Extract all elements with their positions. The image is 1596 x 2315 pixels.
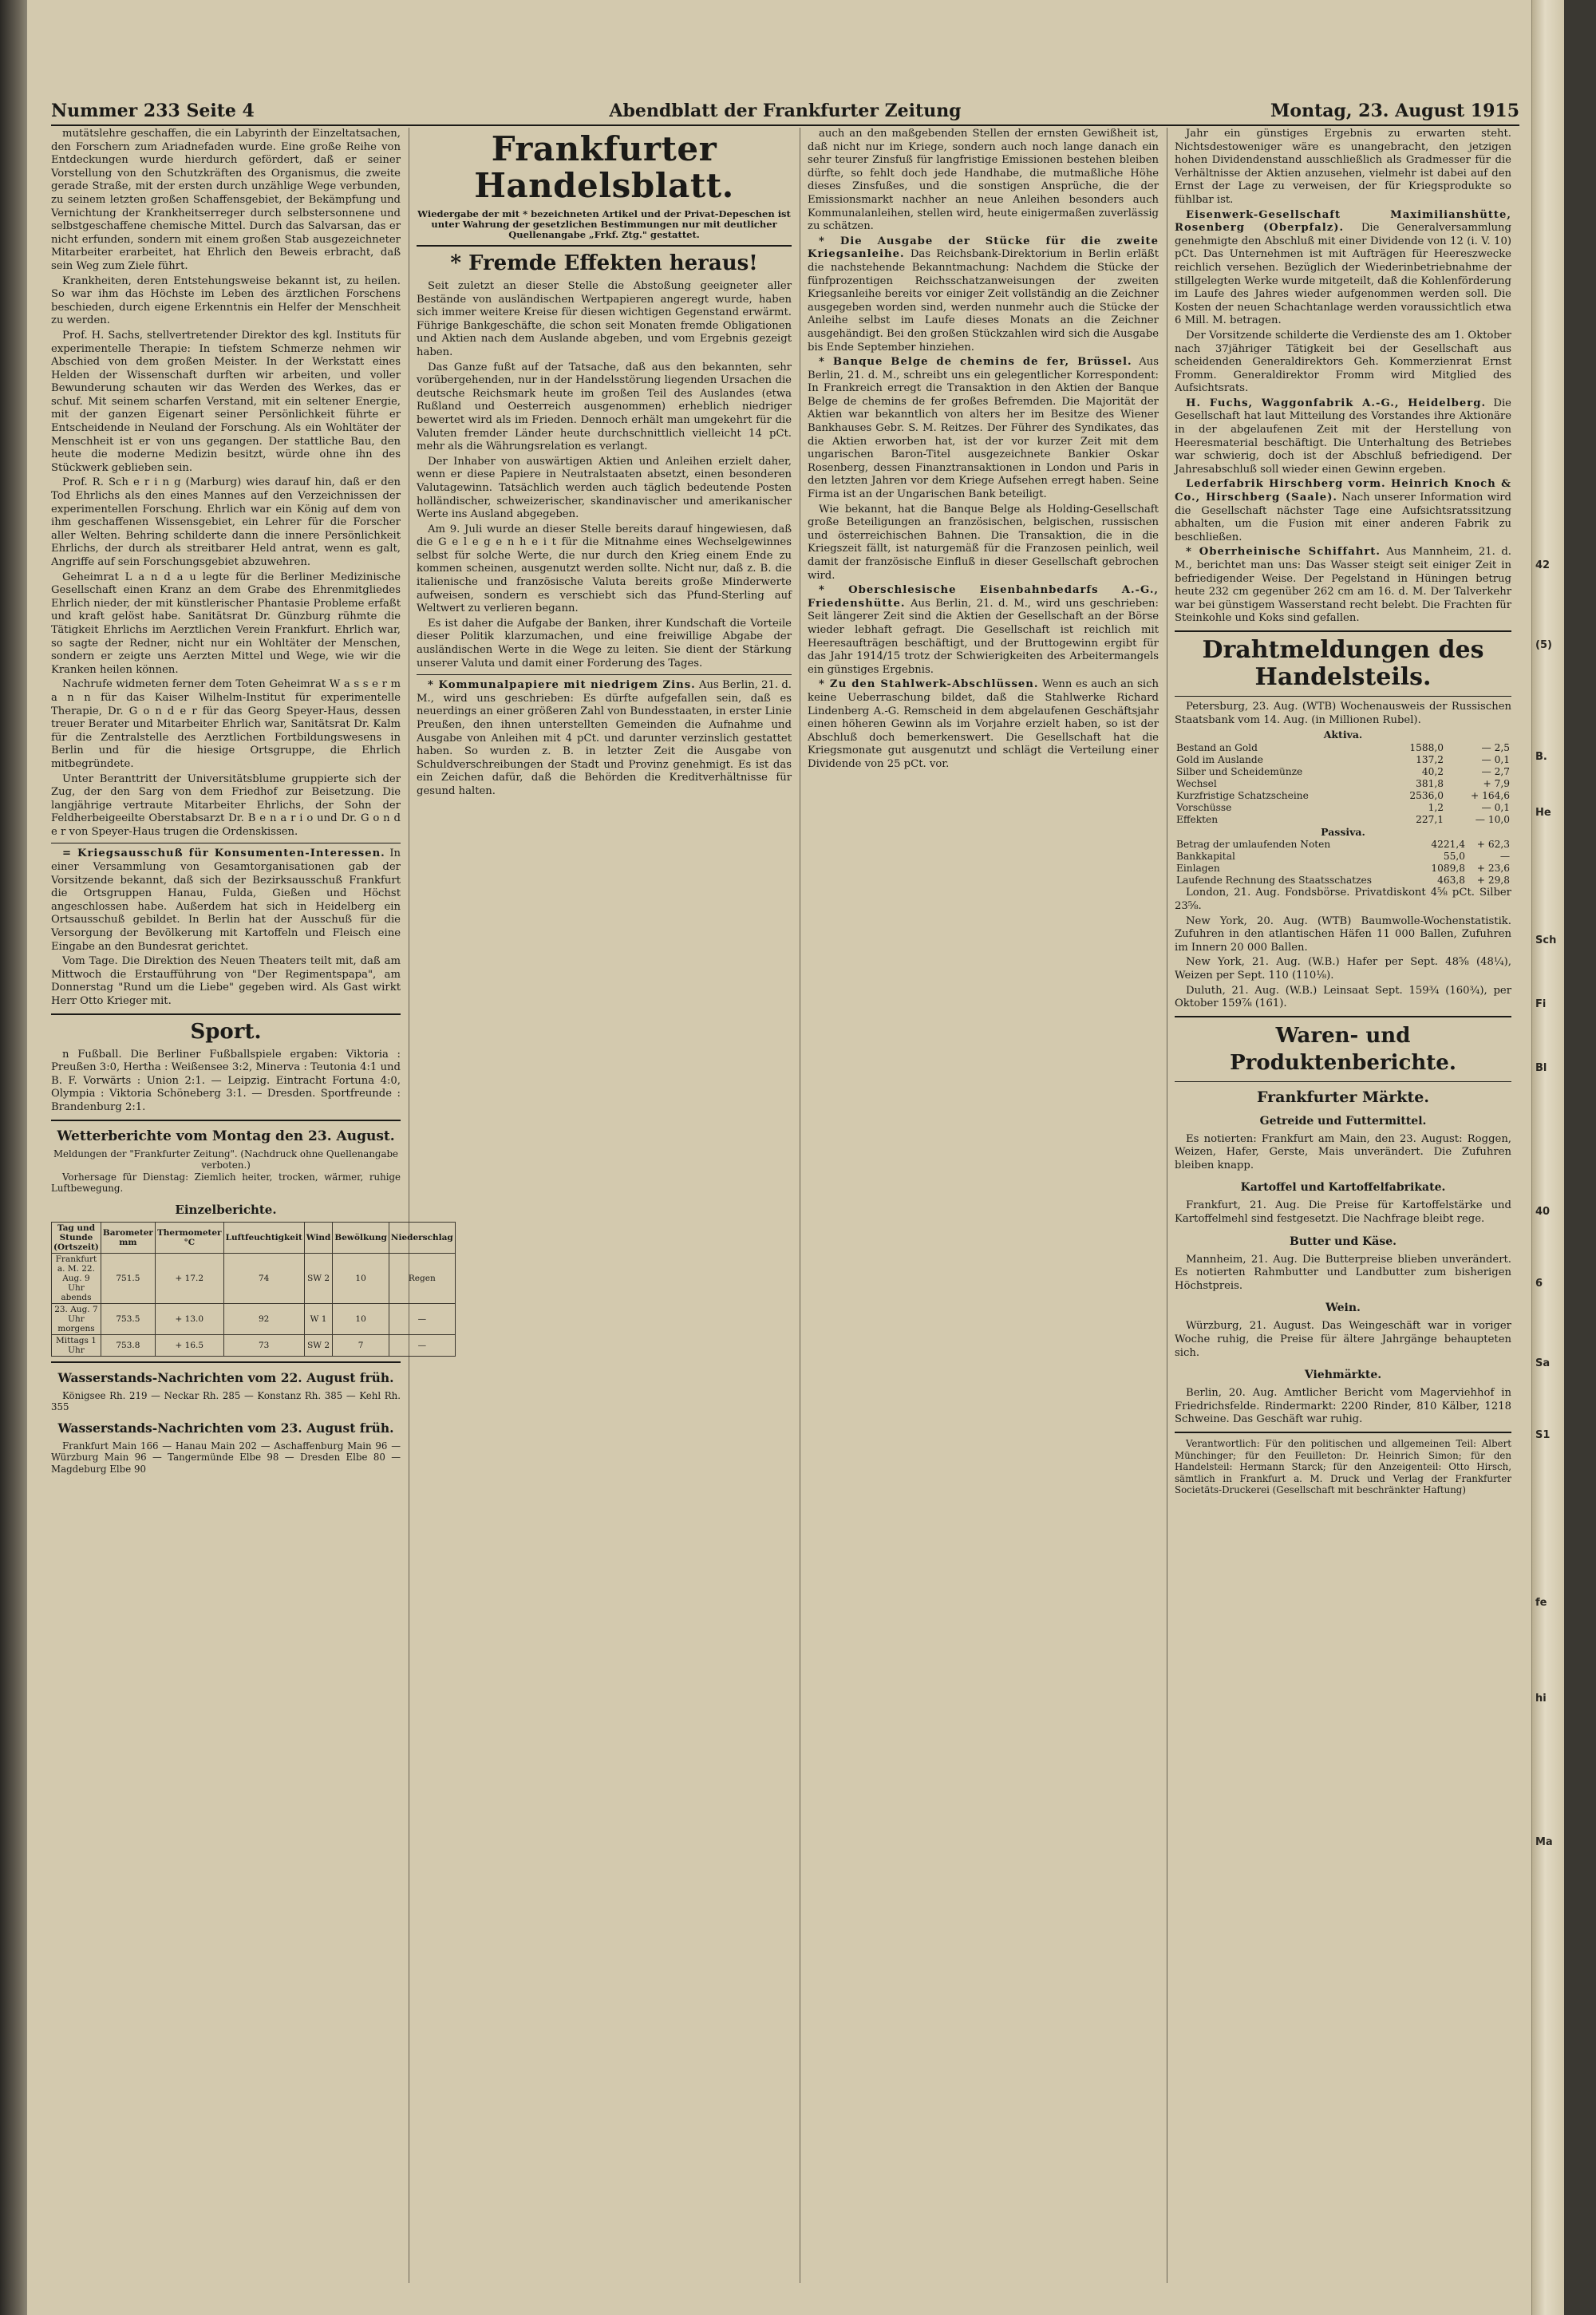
market-subheading: Viehmärkte. [1304, 1369, 1382, 1382]
article-paragraph: Es ist daher die Aufgabe der Banken, ihrer Kundschaft die Vorteile dieser Politik klarzumachen, und eine freiwillige Abgabe der ausländischen Werte in die Wege zu leiten. Sie dient der Stärkung unserer Valuta und damit einer Forderung des Tages. [417, 617, 792, 670]
table-row [52, 1334, 456, 1356]
table-cell: 463,8 [1437, 875, 1465, 887]
edge-fragment: fe [1535, 1597, 1547, 1609]
table-row [1175, 766, 1511, 778]
table-cell: 7 [333, 1334, 389, 1356]
article-paragraph: New York, 21. Aug. (W.B.) Hafer per Sept. 48⅝ (48¼), Weizen per Sept. 110 (110⅛). [1175, 956, 1511, 982]
article-heading: Eisenwerk-Gesellschaft Maximilianshütte, Rosenberg (Oberpfalz). [1175, 208, 1511, 235]
table-cell: — 10,0 [1475, 813, 1510, 825]
divider [51, 1120, 401, 1121]
table-cell: Silber und Scheidemünze [1176, 765, 1303, 777]
table-cell: Betrag der umlaufenden Noten [1176, 839, 1331, 851]
table-cell: 55,0 [1443, 851, 1465, 863]
table-cell: 92 [223, 1303, 304, 1334]
article-paragraph: Nachrufe widmeten ferner dem Toten Geheimrat W a s s e r m a n n für das Kaiser Wilhelm-Institut für experimentelle Therapie, Dr. G o n d e r für das Georg Speyer-Haus, dessen treuer Berater und Mitarbeiter Ehrlich war, Sanitätsrat Dr. Kalm für die Zentralstelle des Aerztlichen Fortbildungswesens in Berlin und für die hiesige Ortsgruppe, die Ehrlich mitbegründete. [51, 678, 401, 770]
article-paragraph [808, 584, 1159, 677]
table-cell: W 1 [304, 1303, 333, 1334]
market-heading: Frankfurter Märkte. [1257, 1088, 1429, 1106]
water-heading: Wasserstands-Nachrichten vom 23. August früh. [57, 1420, 394, 1436]
newspaper-page [27, 0, 1564, 2315]
article-paragraph: Am 9. Juli wurde an dieser Stelle bereits darauf hingewiesen, daß die G e l e g e n h e i t für die Mitnahme eines Wechselgewinnes selbst für solche Werte, die nur durch den Krieg einem Ende zu kommen scheinen, ausgenutzt werden sollte. Nicht nur, daß z. B. die italienische und französische Valuta bereits große Minderwerte aufweisen, sondern es verschiebt sich das Pfund-Sterling auf Weltwert zu verlieren begann. [417, 523, 792, 615]
table-cell: 23. Aug. 7 Uhr morgens [52, 1303, 101, 1334]
article-heading: * Zu den Stahlwerk-Abschlüssen. [819, 678, 1039, 691]
table-cell: + 13.0 [155, 1303, 223, 1334]
table-cell: 1089,8 [1431, 863, 1465, 875]
table-cell: Kurzfristige Schatzscheine [1176, 789, 1309, 801]
article-text: Die Generalversammlung genehmigte den Abschluß mit einer Dividende von 12 (i. V. 10) pCt. Das Unternehmen ist mit Aufträgen für Heereszwecke reichlich versehen. Bezüglich der Wiederinbetriebnahme der stillgelegten Werke wurde mitgeteilt, daß die Kohlenförderung im Laufe des Jahres wieder aufgenommen werden soll. Die Kosten der neuen Schachtanlage werden voraussichtlich etwa 6 Mill. M. betragen. [1175, 222, 1511, 327]
article-heading: H. Fuchs, Waggonfabrik A.-G., Heidelberg. [1186, 397, 1487, 409]
article-text: Nach unserer Information wird die Gesellschaft nächster Tage eine Aufsichtsratssitzung abhalten, um die Fusion mit einer anderen Fabrik zu beschließen. [1175, 492, 1511, 543]
article-text: Aus Berlin, 21. d. M., wird uns geschrieben: Seit längerer Zeit sind die Aktien der Gesellschaft an der Börse wieder lebhaft gefragt. Die Gesellschaft ist reichlich mit Heeresaufträgen beschäftigt, und der Bruttogewinn ergibt für das Jahr 1914/15 trotz der Schwierigkeiten des Arbeitermangels ein günstiges Ergebnis. [808, 597, 1159, 676]
issue-date: Montag, 23. August 1915 [1270, 101, 1519, 121]
weather-table [51, 1222, 456, 1357]
weather-subheading: Meldungen der "Frankfurter Zeitung". (Nachdruck ohne Quellenangabe verboten.) [53, 1148, 399, 1171]
table-cell: — 0,1 [1481, 753, 1510, 765]
article-paragraph [1175, 209, 1511, 328]
table-cell: Frankfurt a. M. 22. Aug. 9 Uhr abends [52, 1253, 101, 1303]
weather-heading: Wetterberichte vom Montag den 23. August. [57, 1128, 395, 1144]
article-paragraph: Krankheiten, deren Entstehungsweise bekannt ist, zu heilen. So war ihm das Höchste im Leben des ärztlichen Forschens beschieden, durch eigene Erkenntnis ein Helfer der Menschheit zu werden. [51, 275, 401, 327]
edge-fragment: Sch [1535, 934, 1557, 946]
table-row [1175, 778, 1511, 790]
article-text: Aus Berlin, 21. d. M., schreibt uns ein gelegentlicher Korrespondent: In Frankreich erregt die Transaktion in den Aktien der Banque Belge de chemins de fer großes Befremden. Die Majorität der Aktien war bekanntlich von alters her im Besitze des Wiener Bankhauses Gebr. S. M. Reitzes. Der Führer des Syndikates, das die Aktien erworben hat, ist der vor kurzer Zeit mit dem ungarischen Baron-Titel ausgezeichnete Bankier Oskar Rosenberg, dessen Finanztransaktionen in London und Paris in den letzten Jahren vor dem Kriege Aufsehen erregt haben. Seine Firma ist an der Ungarischen Bank beteiligt. [808, 356, 1159, 501]
article-paragraph: Der Inhaber von auswärtigen Aktien und Anleihen erzielt daher, wenn er diese Papiere in Neutralstaaten absetzt, einen besonderen Valutagewinn. Tatsächlich werden auch täglich bedeutende Posten holländischer, schweizerischer, skandinavischer und amerikanischer Werte ins Ausland abgegeben. [417, 455, 792, 521]
newspaper-title: Abendblatt der Frankfurter Zeitung [609, 101, 962, 121]
table-cell: Mittags 1 Uhr [52, 1334, 101, 1356]
article-paragraph [1175, 397, 1511, 477]
bank-return-table [1175, 839, 1511, 887]
article-paragraph: Unter Beranttritt der Universitätsblume gruppierte sich der Zug, der den Sarg von dem Friedhof zur Beisetzung. Die langjährige vertraute Mitarbeiter Ehrlichs, der Sohn der Feldherbeigeeilte Oberstabsarzt Dr. B e n a r i o und Dr. G o n d e r von Speyer-Haus trugen die Ordenskissen. [51, 772, 401, 838]
market-subheading: Wein. [1325, 1302, 1361, 1315]
table-cell: — 2,5 [1481, 741, 1510, 753]
notice-title: = Kriegsausschuß für Konsumenten-Interessen. [62, 847, 385, 860]
article-paragraph [1175, 478, 1511, 544]
market-subheading: Getreide und Futtermittel. [1259, 1114, 1427, 1128]
article-paragraph [808, 678, 1159, 771]
table-row [1175, 742, 1511, 754]
weather-table-header: Luftfeuchtigkeit [223, 1222, 304, 1253]
edge-fragment: S1 [1535, 1429, 1551, 1441]
weather-table-header: Bewölkung [333, 1222, 389, 1253]
table-cell: 137,2 [1416, 753, 1444, 765]
table-cell: + 17.2 [155, 1253, 223, 1303]
adjacent-page-edge [1531, 0, 1564, 2315]
divider [1175, 1016, 1511, 1017]
weather-table-header: Wind [304, 1222, 333, 1253]
imprint-footer: Verantwortlich: Für den politischen und allgemeinen Teil: Albert Münchinger; für den Feuilleton: Dr. Heinrich Simon; für den Handelsteil: Hermann Starck; für den Anzeigenteil: Otto Hirsch, sämtlich in Frankfurt a. M. Druck und Verlag der Frankfurter Societäts-Druckerei (Gesellschaft mit beschränkter Haftung) [1175, 1438, 1511, 1495]
article-paragraph: Das Ganze fußt auf der Tatsache, daß aus den bekannten, sehr vorübergehenden, nur in der Handelsstörung liegenden Ursachen die deutsche Reichsmark heute im großen Teil des Auslandes (etwa Rußland und Oesterreich ausgenommen) erheblich niedriger bewertet wird als im Frieden. Dennoch erhält man umgekehrt für die Valuten fremder Länder heute durchschnittlich vielleicht 14 pCt. mehr als die Währungsrelation es verlangt. [417, 361, 792, 453]
table-cell: + 16.5 [155, 1334, 223, 1356]
edge-fragment: 40 [1535, 1206, 1551, 1218]
notice-paragraph [51, 847, 401, 954]
divider [51, 1361, 401, 1363]
table-row [1175, 790, 1511, 802]
table-cell: SW 2 [304, 1253, 333, 1303]
article-text: Aus Mannheim, 21. d. M., berichtet man uns: Das Wasser steigt seit einiger Zeit in befriedigender Weise. Der Pegelstand in Hüningen betrug heute 232 cm gegenüber 262 cm am 16. d. M. Der Talverkehr war bei günstigem Wasserstand recht belebt. Die Frachten für Steinkohle und Koks sind gefallen. [1175, 546, 1511, 625]
column-1 [51, 128, 453, 2283]
market-subheading: Butter und Käse. [1289, 1235, 1397, 1248]
section-title: Frankfurter Handelsblatt. [474, 129, 734, 205]
table-cell: 751.5 [101, 1253, 155, 1303]
article-paragraph: Es notierten: Frankfurt am Main, den 23. August: Roggen, Weizen, Hafer, Gerste, Mais unverändert. Die Zufuhren bleiben knapp. [1175, 1132, 1511, 1171]
table-cell: Regen [389, 1253, 455, 1303]
article-text: Das Reichsbank-Direktorium in Berlin erläßt die nachstehende Bekanntmachung: Nachdem die Stücke der fünfprozentigen Reichsschatzanweisungen der zweiten Kriegsanleihe bereits vor einiger Zeit vollständig an die Zeichner ausgegeben worden sind, werden nunmehr auch die Stücke der Anleihe selbst im Laufe dieses Monats an die Zeichner ausgehändigt. Bei den großen Stückzahlen wird sich die Ausgabe bis Ende September hinziehen. [808, 248, 1159, 354]
column-4 [1175, 128, 1511, 2283]
column-2 [417, 128, 792, 2283]
edge-fragment: 42 [1535, 559, 1551, 571]
article-paragraph: Prof. R. Sch e r i n g (Marburg) wies darauf hin, daß er den Tod Ehrlichs als den eines Mannes auf den Verzeichnissen der experimentellen Forschung. Ehrlich war ein König auf dem von ihm geschaffenen Wissensgebiet, ein Lehrer für die Forscher aller Welten. Behring schilderte dann die innere Persönlichkeit Ehrlichs, der durch als streitbarer Held antrat, wenn es galt, Angriffe auf sein Forschungsgebiet abzuwehren. [51, 476, 401, 568]
edge-fragment: Fi [1535, 998, 1547, 1010]
edge-fragment: He [1535, 807, 1551, 819]
weather-table-header: Barometer mm [101, 1222, 155, 1253]
edge-fragment: Bl [1535, 1062, 1547, 1074]
water-heading: Wasserstands-Nachrichten vom 22. August früh. [57, 1369, 394, 1385]
table-cell: — [389, 1334, 455, 1356]
article-text: Die Gesellschaft hat laut Mitteilung des Vorstandes ihre Aktionäre in der abgelaufenen Zeit mit der Herstellung von Heeresmaterial beschäftigt. Die Unterhaltung des Betriebes war schwierig, doch ist der Abschluß befriedigend. Der Jahresabschluß soll wieder einen Gewinn ergeben. [1175, 397, 1511, 476]
article-heading: * Fremde Effekten heraus! [450, 251, 758, 275]
page-number: Nummer 233 Seite 4 [51, 101, 255, 121]
theater-paragraph: Vom Tage. Die Direktion des Neuen Theaters teilt mit, daß am Mittwoch die Erstaufführung von "Der Regimentspapa", am Donnerstag "Rund um die Liebe" gegeben wird. Als Gast wirkt Herr Otto Krieger mit. [51, 955, 401, 1007]
divider [1175, 1081, 1511, 1082]
sport-heading: Sport. [190, 1019, 262, 1044]
table-row [52, 1303, 456, 1334]
table-cell: 10 [333, 1253, 389, 1303]
table-cell: 1588,0 [1409, 741, 1444, 753]
table-cell: 74 [223, 1253, 304, 1303]
market-subheading: Kartoffel und Kartoffelfabrikate. [1240, 1181, 1446, 1195]
edge-fragment: (5) [1535, 639, 1552, 651]
table-cell: Wechsel [1176, 777, 1217, 789]
article-text: Wenn es auch an sich keine Ueberraschung bildet, daß die Stahlwerke Richard Lindenberg A.-G. Remscheid in dem abgelaufenen Geschäftsjahr einen höheren Gewinn als im Vorjahre erzielt haben, so ist der Abschluß doch bemerkenswert. Die Gesellschaft hat die Kriegsmonate gut ausgenutzt und schlägt die Verteilung einer Dividende von 25 pCt. vor. [808, 678, 1159, 770]
bank-return-table [1175, 742, 1511, 826]
edge-fragment: Sa [1535, 1357, 1551, 1369]
table-cell: 2536,0 [1409, 789, 1444, 801]
weather-forecast: Vorhersage für Dienstag: Ziemlich heiter, trocken, wärmer, ruhige Luftbewegung. [51, 1171, 401, 1195]
sport-paragraph: n Fußball. Die Berliner Fußballspiele ergaben: Viktoria : Preußen 3:0, Hertha : Weißensee 3:2, Minerva : Teutonia 4:1 und B. F. Vorwärts : Union 2:1. — Leipzig. Eintracht Fortuna 4:0, Olympia : Viktoria Schöneberg 3:1. — Dresden. Sportfreunde : Brandenburg 2:1. [51, 1048, 401, 1113]
table-row [1175, 814, 1511, 826]
table-row [1175, 839, 1511, 851]
page-header [51, 99, 1519, 126]
table-cell: — [389, 1303, 455, 1334]
article-text: Aus Berlin, 21. d. M., wird uns geschrieben: Es dürfte aufgefallen sein, daß es neuerdings an einer größeren Zahl von Bundesstaaten, in erster Linie Preußen, den ihnen unterstellten Gemeinden die Aufnahme und Ausgabe von Anleihen mit 4 pCt. und darunter verzinslich gestattet haben. So wurden z. B. in letzter Zeit die Ausgabe von Schuldverschreibungen der Stadt und Provinz genehmigt. Es ist das ein Zeichen dafür, daß die Behörden die Kreditverhältnisse für gesund halten. [417, 679, 792, 797]
article-paragraph [417, 679, 792, 798]
article-paragraph: Frankfurt, 21. Aug. Die Preise für Kartoffelstärke und Kartoffelmehl sind festgesetzt. Die Nachfrage bleibt rege. [1175, 1199, 1511, 1226]
article-paragraph: Mannheim, 21. Aug. Die Butterpreise blieben unverändert. Es notierten Rahmbutter und Landbutter zum bisherigen Höchstpreis. [1175, 1253, 1511, 1292]
article-paragraph: Petersburg, 23. Aug. (WTB) Wochenausweis der Russischen Staatsbank vom 14. Aug. (in Millionen Rubel). [1175, 700, 1511, 726]
article-heading: * Kommunalpapiere mit niedrigem Zins. [428, 679, 696, 692]
divider [1175, 630, 1511, 632]
article-paragraph [808, 235, 1159, 354]
divider [417, 245, 792, 247]
table-row [1175, 863, 1511, 875]
table-subheading: Aktiva. [1323, 729, 1363, 741]
table-cell: 381,8 [1416, 777, 1444, 789]
table-cell: + 164,6 [1471, 789, 1510, 801]
section-heading: Drahtmeldungen des Handelsteils. [1202, 635, 1484, 691]
edge-fragment: 6 [1535, 1278, 1543, 1290]
table-cell: Gold im Auslande [1176, 753, 1263, 765]
article-heading: * Banque Belge de chemins de fer, Brüssel. [819, 356, 1132, 369]
table-cell: + 23,6 [1476, 863, 1510, 875]
table-row [1175, 851, 1511, 863]
single-reports-heading: Einzelberichte. [175, 1202, 277, 1217]
edge-fragment: hi [1535, 1693, 1547, 1705]
article-paragraph: Jahr ein günstiges Ergebnis zu erwarten steht. Nichtsdestoweniger wäre es unangebracht, den jetzigen hohen Dividendenstand ausschließlich als Gradmesser für die Verhältnisse der Aktien anzusehen, vielmehr ist dabei auf den Ernst der Lage zu verweisen, der für Kriegsprodukte so fühlbar ist. [1175, 128, 1511, 206]
water-paragraph: Königsee Rh. 219 — Neckar Rh. 285 — Konstanz Rh. 385 — Kehl Rh. 355 [51, 1389, 401, 1413]
weather-table-header: Tag und Stunde (Ortszeit) [52, 1222, 101, 1253]
article-paragraph: Seit zuletzt an dieser Stelle die Abstoßung geeigneter aller Bestände von ausländischen Wertpapieren angeregt wurde, haben sich immer weitere Kreise für diesen wichtigen Gegenstand erwärmt. Führige Bankgeschäfte, die schon seit Monaten fremde Obligationen und Aktien nach dem Auslande abgeben, und vom Ergebnis gezeigt haben. [417, 280, 792, 358]
table-cell: 73 [223, 1334, 304, 1356]
table-cell: 40,2 [1421, 765, 1444, 777]
notice-text: In einer Versammlung von Gesamtorganisationen gab der Vorsitzende bekannt, daß sich der Bezirksausschuß Frankfurt die Ortsgruppen Hanau, Fulda, Gießen und Höchst angeschlossen habe. Außerdem hat sich in Heidelberg ein Ortsausschuß gebildet. In Berlin hat der Ausschuß für die Versorgung der Bevölkerung mit Kartoffeln und Fleisch eine Eingabe an den Bundesrat gerichtet. [51, 847, 401, 953]
article-paragraph [808, 356, 1159, 502]
table-cell: + 62,3 [1476, 839, 1510, 851]
table-cell: Vorschüsse [1176, 801, 1232, 813]
column-3 [808, 128, 1159, 2283]
article-paragraph: New York, 20. Aug. (WTB) Baumwolle-Wochenstatistik. Zufuhren in den atlantischen Häfen 11 000 Ballen, Zufuhren im Innern 20 000 Ballen. [1175, 915, 1511, 954]
table-cell: — [1499, 851, 1510, 863]
divider [51, 1013, 401, 1015]
table-row [1175, 802, 1511, 814]
table-row [1175, 875, 1511, 887]
article-paragraph: Duluth, 21. Aug. (W.B.) Leinsaat Sept. 159¾ (160¾), per Oktober 159⅞ (161). [1175, 984, 1511, 1010]
book-binding [0, 0, 27, 2315]
table-row [1175, 754, 1511, 766]
divider [1175, 696, 1511, 697]
article-paragraph: Geheimrat L a n d a u legte für die Berliner Medizinische Gesellschaft einen Kranz an dem Grabe des Ehrenmitgliedes Ehrlich nieder, der mit künstlerischer Phantasie Probleme erfaßt und kraft gelöst habe. Sanitätsrat Dr. Günzburg rühmte die Tätigkeit Ehrlichs im Aerztlichen Verein Frankfurt. Ehrlich war, so sagte der Redner, nicht nur ein Wohltäter der Menschen, sondern er zeigte uns Aerzten Mittel und Wege, wie wir die Kranken heilen können. [51, 571, 401, 676]
edge-fragment: B. [1535, 751, 1547, 763]
article-heading: * Oberrheinische Schiffahrt. [1186, 546, 1381, 559]
article-paragraph: mutätslehre geschaffen, die ein Labyrinth der Einzeltatsachen, den Forschern zum Ariadnefaden wurde. Eine große Reihe von Entdeckungen wurde hierdurch gefördert, daß er seiner Vorstellung von den Schutzkräften des Organismus, die zweite gerade Straße, mit der ersten durch unzählige Wege verbunden, zu seinem letzten großen Schaffensgebiet, der Bekämpfung und Vernichtung der Krankheitserreger durch selbstersonnene und selbstgeschaffene chemische Mittel. Durch das Salvarsan, das er nicht erfunden, sondern mit einem großen Stab ausgezeichneter Mitarbeiter erarbeitet, hat Ehrlich den Beweis erbracht, daß sein Weg zum Ziele führt. [51, 128, 401, 272]
table-cell: Einlagen [1176, 863, 1220, 875]
table-cell: Bestand an Gold [1176, 741, 1258, 753]
table-cell: Laufende Rechnung des Staatsschatzes [1176, 875, 1373, 887]
weather-table-header: Niederschlag [389, 1222, 455, 1253]
divider [1175, 1432, 1511, 1433]
article-paragraph [1175, 546, 1511, 626]
table-cell: Effekten [1176, 813, 1219, 825]
article-paragraph: Wie bekannt, hat die Banque Belge als Holding-Gesellschaft große Beteiligungen an französischen, belgischen, russischen und österreichischen Bahnen. Die Transaktion, die in die Kriegszeit fällt, ist naturgemäß für die Franzosen peinlich, weil damit der französische Einfluß in dieser Gesellschaft gebrochen wird. [808, 503, 1159, 582]
reprint-note: Wiedergabe der mit * bezeichneten Artikel und der Privat-Depeschen ist unter Wahrung der gesetzlichen Bestimmungen nur mit deutlicher Quellenangabe „Frkf. Ztg." gestattet. [417, 208, 791, 240]
table-row [52, 1253, 456, 1303]
table-cell: 1,2 [1428, 801, 1444, 813]
article-heading: Lederfabrik Hirschberg vorm. Heinrich Knoch & Co., Hirschberg (Saale). [1175, 478, 1511, 504]
article-paragraph: London, 21. Aug. Fondsbörse. Privatdiskont 4⅝ pCt. Silber 23⅝. [1175, 887, 1511, 912]
article-heading: * Oberschlesische Eisenbahnbedarfs A.-G., Friedenshütte. [808, 584, 1159, 610]
article-paragraph: Würzburg, 21. August. Das Weingeschäft war in voriger Woche ruhig, die Preise für ältere Jahrgänge behaupteten sich. [1175, 1320, 1511, 1359]
section-heading: Waren- und Produktenberichte. [1230, 1023, 1456, 1075]
water-paragraph: Frankfurt Main 166 — Hanau Main 202 — Aschaffenburg Main 96 — Würzburg Main 96 — Tangermünde Elbe 98 — Dresden Elbe 80 — Magdeburg Elbe 90 [51, 1440, 401, 1475]
table-subheading: Passiva. [1321, 825, 1365, 838]
table-cell: — 0,1 [1481, 801, 1510, 813]
article-paragraph: Berlin, 20. Aug. Amtlicher Bericht vom Magerviehhof in Friedrichsfelde. Rindermarkt: 2200 Rinder, 810 Kälber, 1218 Schweine. Das Geschäft war ruhig. [1175, 1387, 1511, 1426]
table-cell: Bankkapital [1176, 851, 1235, 863]
table-cell: 753.5 [101, 1303, 155, 1334]
article-paragraph: Der Vorsitzende schilderte die Verdienste des am 1. Oktober nach 37jähriger Tätigkeit bei der Gesellschaft aus scheidenden Generaldirektors Geh. Kommerzienrat Ernst Fromm. Generaldirektor Fromm wird Mitglied des Aufsichtsrats. [1175, 329, 1511, 395]
article-heading: * Die Ausgabe der Stücke für die zweite Kriegsanleihe. [808, 235, 1159, 261]
table-cell: 227,1 [1416, 813, 1444, 825]
table-cell: 753.8 [101, 1334, 155, 1356]
table-cell: SW 2 [304, 1334, 333, 1356]
table-cell: 4221,4 [1431, 839, 1465, 851]
table-cell: 10 [333, 1303, 389, 1334]
article-paragraph: Prof. H. Sachs, stellvertretender Direktor des kgl. Instituts für experimentelle Therapie: In tiefstem Schmerze nehmen wir Abschied von dem großen Meister. In der Werkstatt eines Helden der Wissenschaft durften wir arbeiten, und voller Bewunderung schauten wir das Werden des Werkes, das er schuf. Mit seinem scharfen Verstand, mit ein seltener Energie, mit der ganzen Eigenart seiner Persönlichkeit führte er Entscheidende in Neuland der Forschung. Als ein Wohltäter der Menschheit ist er von uns gegangen. Der stattliche Bau, den heute die moderne Medizin besitzt, würde ohne ihn des Stückwerk geblieben sein. [51, 329, 401, 474]
table-cell: — 2,7 [1481, 765, 1510, 777]
divider [417, 674, 792, 675]
article-paragraph: auch an den maßgebenden Stellen der ernsten Gewißheit ist, daß nicht nur im Kriege, sondern auch noch lange danach ein sehr teurer Zinsfuß für langfristige Emissionen bestehen bleiben dürfte, so fehlt doch jede Handhabe, die mutmaßliche Höhe dieses Zinsfußes, und die sonstigen Ansprüche, die der Emissionsmarkt nachher an neue Anleihen besonders auch Kommunalanleihen, stellen wird, heute einigermaßen zuverlässig zu schätzen. [808, 128, 1159, 233]
table-cell: + 29,8 [1476, 875, 1510, 887]
edge-fragment: Ma [1535, 1836, 1553, 1848]
weather-table-header: Thermometer °C [155, 1222, 223, 1253]
table-cell: + 7,9 [1483, 777, 1510, 789]
